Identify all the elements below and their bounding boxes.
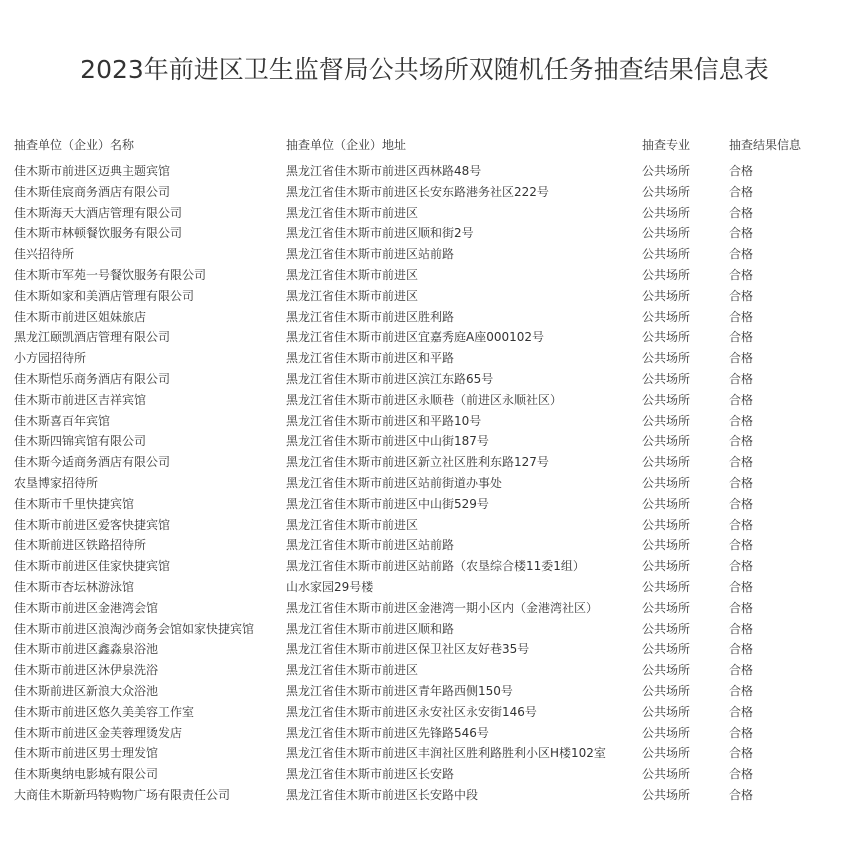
table-row <box>14 639 819 660</box>
cell-address: 黑龙江省佳木斯市前进区站前路 <box>286 538 455 553</box>
table-row <box>14 556 819 577</box>
table-row <box>14 431 819 452</box>
cell-address: 黑龙江省佳木斯市前进区站前路 <box>286 247 455 262</box>
cell-type: 公共场所 <box>642 475 691 490</box>
cell-type: 公共场所 <box>642 642 691 657</box>
cell-name: 佳木斯海天大酒店管理有限公司 <box>14 205 183 220</box>
cell-name: 佳木斯四锦宾馆有限公司 <box>14 434 147 449</box>
table-row <box>14 327 819 348</box>
cell-name: 佳木斯市前进区浪淘沙商务会馆如家快捷宾馆 <box>14 621 255 636</box>
cell-name: 佳木斯今适商务酒店有限公司 <box>14 455 171 470</box>
header-address: 抽查单位（企业）地址 <box>286 137 407 152</box>
cell-result: 合格 <box>729 205 754 220</box>
cell-name: 佳木斯市前进区鑫淼泉浴池 <box>14 642 159 657</box>
cell-name: 佳木斯市前进区沐伊泉洗浴 <box>14 663 159 678</box>
table-row <box>14 203 819 224</box>
cell-name: 佳木斯市前进区金芙蓉理烫发店 <box>14 725 183 740</box>
table-row <box>14 702 819 723</box>
header-result: 抽查结果信息 <box>729 137 802 152</box>
cell-result: 合格 <box>729 371 754 386</box>
cell-type: 公共场所 <box>642 184 691 199</box>
table-row <box>14 244 819 265</box>
cell-type: 公共场所 <box>642 663 691 678</box>
cell-type: 公共场所 <box>642 496 691 511</box>
table-row <box>14 265 819 286</box>
cell-name: 佳木斯市杏坛林游泳馆 <box>14 579 135 594</box>
table-row <box>14 473 819 494</box>
cell-type: 公共场所 <box>642 247 691 262</box>
cell-address: 黑龙江省佳木斯市前进区站前街道办事处 <box>286 475 503 490</box>
cell-result: 合格 <box>729 621 754 636</box>
cell-type: 公共场所 <box>642 517 691 532</box>
cell-name: 佳木斯市前进区吉祥宾馆 <box>14 392 147 407</box>
header-type: 抽查专业 <box>642 137 691 152</box>
table-row <box>14 411 819 432</box>
cell-type: 公共场所 <box>642 600 691 615</box>
header-row <box>14 133 819 161</box>
cell-address: 山水家园29号楼 <box>286 579 374 594</box>
cell-result: 合格 <box>729 351 754 366</box>
cell-result: 合格 <box>729 767 754 782</box>
cell-result: 合格 <box>729 496 754 511</box>
table-row <box>14 764 819 785</box>
cell-result: 合格 <box>729 267 754 282</box>
cell-address: 黑龙江省佳木斯市前进区金港湾一期小区内（金港湾社区） <box>286 600 599 615</box>
cell-address: 黑龙江省佳木斯市前进区中山街529号 <box>286 496 489 511</box>
cell-result: 合格 <box>729 330 754 345</box>
cell-name: 佳木斯喜百年宾馆 <box>14 413 111 428</box>
cell-address: 黑龙江省佳木斯市前进区 <box>286 517 419 532</box>
cell-type: 公共场所 <box>642 746 691 761</box>
cell-address: 黑龙江省佳木斯市前进区和平路 <box>286 351 455 366</box>
table-row <box>14 743 819 764</box>
cell-name: 大商佳木斯新玛特购物广场有限责任公司 <box>14 787 231 802</box>
table-row <box>14 577 819 598</box>
cell-address: 黑龙江省佳木斯市前进区新立社区胜利东路127号 <box>286 455 549 470</box>
cell-type: 公共场所 <box>642 579 691 594</box>
table-row <box>14 598 819 619</box>
cell-address: 黑龙江省佳木斯市前进区长安东路港务社区222号 <box>286 184 549 199</box>
table-row <box>14 182 819 203</box>
cell-name: 佳木斯奥纳电影城有限公司 <box>14 767 159 782</box>
cell-type: 公共场所 <box>642 351 691 366</box>
cell-result: 合格 <box>729 392 754 407</box>
page-title: 2023年前进区卫生监督局公共场所双随机任务抽查结果信息表 <box>80 55 769 84</box>
cell-result: 合格 <box>729 413 754 428</box>
table-row <box>14 348 819 369</box>
cell-address: 黑龙江省佳木斯市前进区丰润社区胜利路胜利小区H楼102室 <box>286 746 606 761</box>
cell-type: 公共场所 <box>642 683 691 698</box>
cell-type: 公共场所 <box>642 725 691 740</box>
table-row <box>14 390 819 411</box>
cell-result: 合格 <box>729 309 754 324</box>
table-row <box>14 660 819 681</box>
cell-result: 合格 <box>729 579 754 594</box>
table-row <box>14 681 819 702</box>
cell-type: 公共场所 <box>642 455 691 470</box>
cell-address: 黑龙江省佳木斯市前进区 <box>286 663 419 678</box>
cell-result: 合格 <box>729 600 754 615</box>
cell-type: 公共场所 <box>642 621 691 636</box>
cell-type: 公共场所 <box>642 767 691 782</box>
cell-name: 黑龙江颐凯酒店管理有限公司 <box>14 330 171 345</box>
cell-result: 合格 <box>729 704 754 719</box>
table-row <box>14 307 819 328</box>
cell-type: 公共场所 <box>642 267 691 282</box>
cell-name: 佳木斯市前进区爱客快捷宾馆 <box>14 517 171 532</box>
cell-result: 合格 <box>729 164 754 178</box>
cell-address: 黑龙江省佳木斯市前进区顺和路 <box>286 621 455 636</box>
cell-type: 公共场所 <box>642 392 691 407</box>
cell-result: 合格 <box>729 746 754 761</box>
cell-address: 黑龙江省佳木斯市前进区 <box>286 267 419 282</box>
cell-type: 公共场所 <box>642 226 691 241</box>
cell-address: 黑龙江省佳木斯市前进区长安路中段 <box>286 787 479 802</box>
cell-name: 佳木斯市前进区迈典主题宾馆 <box>14 164 171 178</box>
cell-type: 公共场所 <box>642 309 691 324</box>
table-header <box>14 133 819 161</box>
cell-type: 公共场所 <box>642 538 691 553</box>
cell-name: 佳兴招待所 <box>14 247 75 262</box>
cell-name: 佳木斯市前进区男士理发馆 <box>14 746 159 761</box>
cell-type: 公共场所 <box>642 434 691 449</box>
cell-name: 佳木斯市军苑一号餐饮服务有限公司 <box>14 267 207 282</box>
cell-type: 公共场所 <box>642 330 691 345</box>
cell-address: 黑龙江省佳木斯市前进区顺和街2号 <box>286 226 474 241</box>
cell-result: 合格 <box>729 559 754 574</box>
cell-type: 公共场所 <box>642 413 691 428</box>
cell-address: 黑龙江省佳木斯市前进区青年路西侧150号 <box>286 683 513 698</box>
cell-type: 公共场所 <box>642 371 691 386</box>
cell-type: 公共场所 <box>642 164 691 178</box>
cell-type: 公共场所 <box>642 205 691 220</box>
table-row <box>14 223 819 244</box>
cell-result: 合格 <box>729 663 754 678</box>
table-row <box>14 515 819 536</box>
cell-address: 黑龙江省佳木斯市前进区 <box>286 288 419 303</box>
cell-name: 佳木斯市前进区姐妹旅店 <box>14 309 147 324</box>
cell-name: 佳木斯恺乐商务酒店有限公司 <box>14 371 171 386</box>
cell-result: 合格 <box>729 184 754 199</box>
cell-name: 佳木斯如家和美酒店管理有限公司 <box>14 288 195 303</box>
cell-name: 佳木斯市前进区悠久美美容工作室 <box>14 704 195 719</box>
cell-address: 黑龙江省佳木斯市前进区站前路（农垦综合楼11委1组） <box>286 559 585 574</box>
cell-address: 黑龙江省佳木斯市前进区永安社区永安街146号 <box>286 704 537 719</box>
table-row <box>14 161 819 182</box>
cell-name: 佳木斯佳宸商务酒店有限公司 <box>14 184 171 199</box>
cell-type: 公共场所 <box>642 787 691 802</box>
cell-result: 合格 <box>729 226 754 241</box>
table-row <box>14 619 819 640</box>
cell-result: 合格 <box>729 434 754 449</box>
cell-address: 黑龙江省佳木斯市前进区西林路48号 <box>286 164 482 178</box>
cell-result: 合格 <box>729 288 754 303</box>
cell-type: 公共场所 <box>642 288 691 303</box>
cell-address: 黑龙江省佳木斯市前进区长安路 <box>286 767 455 782</box>
cell-result: 合格 <box>729 247 754 262</box>
header-name: 抽查单位（企业）名称 <box>14 137 135 152</box>
cell-address: 黑龙江省佳木斯市前进区和平路10号 <box>286 413 482 428</box>
results-table <box>14 133 819 806</box>
cell-name: 佳木斯市林顿餐饮服务有限公司 <box>14 226 183 241</box>
table-body <box>14 161 819 806</box>
cell-address: 黑龙江省佳木斯市前进区先锋路546号 <box>286 725 489 740</box>
cell-result: 合格 <box>729 517 754 532</box>
cell-address: 黑龙江省佳木斯市前进区胜利路 <box>286 309 455 324</box>
cell-name: 佳木斯市前进区佳家快捷宾馆 <box>14 559 171 574</box>
cell-result: 合格 <box>729 475 754 490</box>
table-row <box>14 494 819 515</box>
cell-address: 黑龙江省佳木斯市前进区宜嘉秀庭A座000102号 <box>286 330 545 345</box>
cell-name: 佳木斯前进区铁路招待所 <box>14 538 147 553</box>
cell-result: 合格 <box>729 787 754 802</box>
cell-name: 农垦博家招待所 <box>14 475 99 490</box>
table-row <box>14 785 819 806</box>
cell-address: 黑龙江省佳木斯市前进区中山街187号 <box>286 434 489 449</box>
table-row <box>14 452 819 473</box>
table-row <box>14 369 819 390</box>
cell-name: 佳木斯市千里快捷宾馆 <box>14 496 135 511</box>
cell-result: 合格 <box>729 642 754 657</box>
cell-type: 公共场所 <box>642 704 691 719</box>
cell-name: 小方园招待所 <box>14 351 87 366</box>
cell-result: 合格 <box>729 683 754 698</box>
cell-name: 佳木斯市前进区金港湾会馆 <box>14 600 159 615</box>
table-row <box>14 286 819 307</box>
cell-address: 黑龙江省佳木斯市前进区 <box>286 205 419 220</box>
cell-type: 公共场所 <box>642 559 691 574</box>
table-row <box>14 535 819 556</box>
cell-result: 合格 <box>729 538 754 553</box>
cell-result: 合格 <box>729 455 754 470</box>
cell-address: 黑龙江省佳木斯市前进区滨江东路65号 <box>286 371 494 386</box>
table-row <box>14 723 819 744</box>
cell-address: 黑龙江省佳木斯市前进区保卫社区友好巷35号 <box>286 642 530 657</box>
cell-result: 合格 <box>729 725 754 740</box>
cell-name: 佳木斯前进区新浪大众浴池 <box>14 683 159 698</box>
cell-address: 黑龙江省佳木斯市前进区永顺巷（前进区永顺社区） <box>286 392 563 407</box>
